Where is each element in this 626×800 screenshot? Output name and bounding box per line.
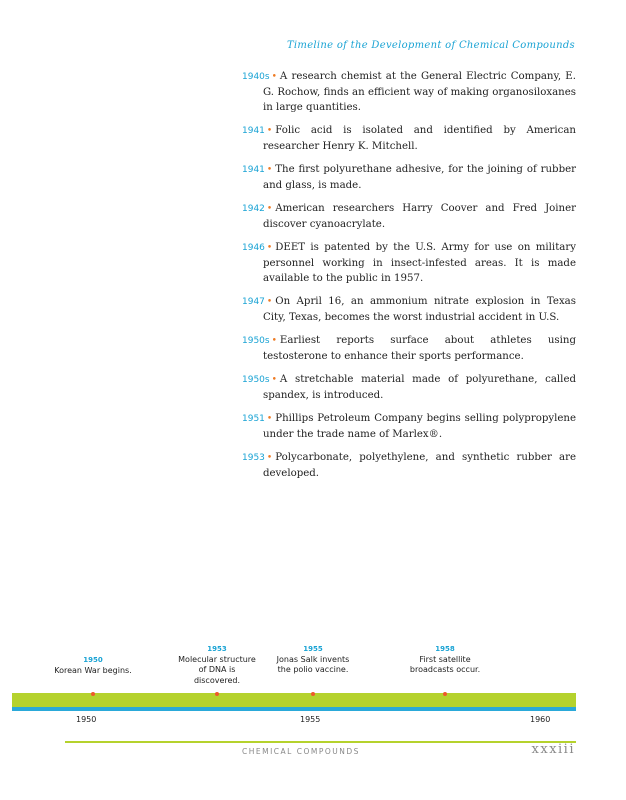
footer-rule — [65, 741, 576, 743]
event-year: 1953 — [207, 645, 227, 653]
event-year: 1955 — [303, 645, 323, 653]
axis-label: 1955 — [300, 715, 321, 724]
timeline-entry — [242, 411, 576, 442]
bullet-icon: • — [266, 204, 273, 214]
footer-title: CHEMICAL COMPOUNDS — [242, 747, 360, 756]
bullet-icon: • — [271, 375, 277, 385]
timeline-entry — [242, 162, 576, 193]
timeline-event — [53, 655, 133, 676]
event-text: Jonas Salk invents the polio vaccine. — [276, 654, 350, 674]
entry-text: On April 16, an ammonium nitrate explosion in Texas City, Texas, becomes the worst industrial accident in U.S. — [263, 296, 576, 323]
timeline-marker — [91, 692, 95, 696]
event-year: 1950 — [83, 656, 103, 664]
event-year: 1958 — [435, 645, 455, 653]
entry-text: A research chemist at the General Electric Company, E. G. Rochow, finds an efficient way of making organosiloxanes in large quantities. — [263, 71, 576, 113]
timeline-bar — [12, 693, 576, 707]
entry-year: 1942 — [242, 204, 265, 214]
timeline-entry — [242, 123, 576, 154]
bullet-icon: • — [271, 336, 277, 346]
timeline-entry — [242, 69, 576, 115]
timeline-entry — [242, 450, 576, 481]
event-text: Molecular structure of DNA is discovered. — [178, 654, 256, 685]
entry-year: 1941 — [242, 165, 265, 175]
entry-text: American researchers Harry Coover and Fred Joiner discover cyanoacrylate. — [263, 203, 576, 230]
axis-label: 1950 — [76, 715, 97, 724]
entry-text: Polycarbonate, polyethylene, and synthetic rubber are developed. — [263, 452, 576, 479]
bullet-icon: • — [271, 72, 277, 82]
timeline-event — [273, 644, 353, 676]
entry-year: 1946 — [242, 243, 265, 253]
entry-text: A stretchable material made of polyurethane, called spandex, is introduced. — [263, 374, 576, 401]
timeline-entry — [242, 372, 576, 403]
bullet-icon: • — [266, 243, 273, 253]
timeline-entries — [242, 69, 576, 489]
event-text: First satellite broadcasts occur. — [409, 654, 481, 674]
entry-text: Phillips Petroleum Company begins selling polypropylene under the trade name of Marlex®. — [263, 413, 576, 440]
entry-year: 1950s — [242, 375, 270, 385]
bullet-icon: • — [266, 165, 273, 175]
entry-text: Folic acid is isolated and identified by American researcher Henry K. Mitchell. — [263, 125, 576, 152]
entry-year: 1941 — [242, 126, 265, 136]
timeline-marker — [311, 692, 315, 696]
timeline-entry — [242, 240, 576, 286]
bullet-icon: • — [266, 126, 273, 136]
timeline-event — [177, 644, 257, 686]
running-head: Timeline of the Development of Chemical Compounds — [286, 40, 575, 51]
entry-year: 1950s — [242, 336, 270, 346]
entry-text: DEET is patented by the U.S. Army for use on military personnel working in insect-infested areas. It is made available to the public in 1957. — [263, 242, 576, 284]
timeline-marker — [215, 692, 219, 696]
bullet-icon: • — [266, 453, 273, 463]
bullet-icon: • — [266, 297, 273, 307]
timeline-entry — [242, 294, 576, 325]
entry-year: 1951 — [242, 414, 265, 424]
axis-label: 1960 — [530, 715, 551, 724]
entry-text: Earliest reports surface about athletes using testosterone to enhance their sports performance. — [263, 335, 576, 362]
timeline-entry — [242, 201, 576, 232]
timeline-bar-accent — [12, 707, 576, 711]
entry-year: 1947 — [242, 297, 265, 307]
timeline-entry — [242, 333, 576, 364]
bullet-icon: • — [266, 414, 273, 424]
page-number: xxxiii — [531, 742, 575, 757]
entry-year: 1940s — [242, 72, 270, 82]
timeline-event — [405, 644, 485, 676]
entry-year: 1953 — [242, 453, 265, 463]
entry-text: The first polyurethane adhesive, for the joining of rubber and glass, is made. — [263, 164, 576, 191]
event-text: Korean War begins. — [54, 665, 132, 675]
timeline-marker — [443, 692, 447, 696]
